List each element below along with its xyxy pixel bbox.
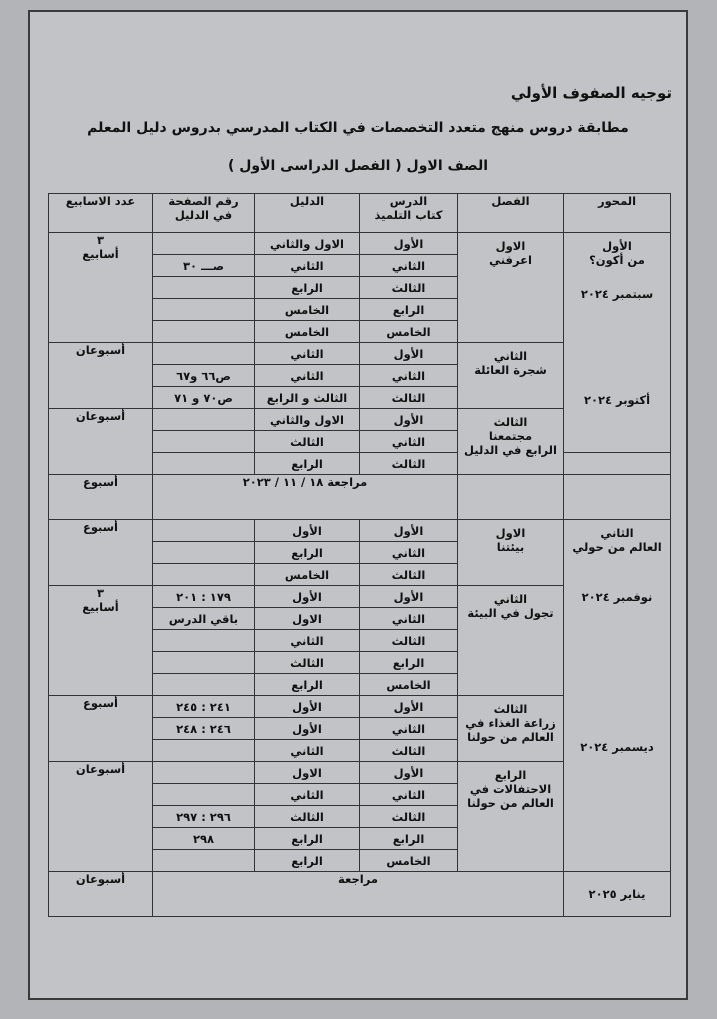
col-page-header: رقم الصفحة في الدليل <box>153 194 255 233</box>
lesson-cell: الثاني <box>360 431 458 453</box>
lesson-cell: الأول <box>360 520 458 542</box>
guide-cell: الرابع <box>255 453 360 475</box>
header-title: توجيه الصفوف الأولي <box>510 84 672 102</box>
guide-cell: الأول <box>255 586 360 608</box>
lesson-cell: الرابع <box>360 828 458 850</box>
chapter-cell: الرابع الاحتفالات في العالم من حولنا <box>458 762 564 872</box>
col-axis-header: المحور <box>564 194 671 233</box>
lesson-cell: الأول <box>360 586 458 608</box>
guide-cell: الخامس <box>255 564 360 586</box>
guide-cell: الاول <box>255 608 360 630</box>
guide-cell: الثالث و الرابع <box>255 387 360 409</box>
guide-cell: الرابع <box>255 277 360 299</box>
page-cell <box>153 321 255 343</box>
chapter-cell-empty <box>458 475 564 520</box>
guide-cell: الاول والثاني <box>255 233 360 255</box>
guide-cell: الرابع <box>255 850 360 872</box>
page-cell: ص٧٠ و ٧١ <box>153 387 255 409</box>
lesson-cell: الثاني <box>360 365 458 387</box>
chapter-cell: الثالث مجتمعنا الرابع في الدليل <box>458 409 564 475</box>
page-cell <box>153 431 255 453</box>
weeks-cell: ٣ أسابيع <box>49 233 153 343</box>
lesson-cell: الثاني <box>360 784 458 806</box>
header-grade: الصف الاول ( الفصل الدراسى الأول ) <box>227 158 489 174</box>
lesson-cell: الخامس <box>360 674 458 696</box>
page-cell: ١٧٩ : ٢٠١ <box>153 586 255 608</box>
axis-cell: الثاني العالم من حولي نوفمبر ٢٠٢٤ ديسمبر ٢٠٢٤ <box>564 520 671 872</box>
lesson-cell: الرابع <box>360 652 458 674</box>
guide-cell: الرابع <box>255 828 360 850</box>
col-guide-header: الدليل <box>255 194 360 233</box>
review-row <box>49 475 671 520</box>
guide-cell: الأول <box>255 696 360 718</box>
page-cell: ٢٤٦ : ٢٤٨ <box>153 718 255 740</box>
guide-cell: الثالث <box>255 652 360 674</box>
page-cell <box>153 784 255 806</box>
page-cell <box>153 564 255 586</box>
weeks-cell: أسبوع <box>49 696 153 762</box>
chapter-cell: الثاني شجرة العائلة <box>458 343 564 409</box>
review-cell: مراجعة <box>153 872 564 917</box>
guide-cell: الرابع <box>255 674 360 696</box>
header-subtitle: مطابقة دروس منهج متعدد التخصصات في الكتاب المدرسي بدروس دليل المعلم <box>87 120 629 136</box>
page-cell: ٢٩٦ : ٢٩٧ <box>153 806 255 828</box>
lesson-cell: الثالث <box>360 740 458 762</box>
guide-cell: الخامس <box>255 321 360 343</box>
page-cell: صـــ ٣٠ <box>153 255 255 277</box>
review-cell: مراجعة ١٨ / ١١ / ٢٠٢٣ <box>153 475 458 520</box>
page-cell <box>153 409 255 431</box>
weeks-cell: أسبوعان <box>49 762 153 872</box>
lesson-cell: الثاني <box>360 542 458 564</box>
page-cell <box>153 674 255 696</box>
guide-cell: الثالث <box>255 431 360 453</box>
page-cell: ص٦٦ و٦٧ <box>153 365 255 387</box>
table-row <box>49 233 671 255</box>
page-cell: ٢٩٨ <box>153 828 255 850</box>
page-cell <box>153 542 255 564</box>
guide-cell: الاول والثاني <box>255 409 360 431</box>
guide-cell: الخامس <box>255 299 360 321</box>
lesson-cell: الثاني <box>360 718 458 740</box>
page-cell <box>153 630 255 652</box>
curriculum-table <box>48 193 671 917</box>
lesson-cell: الثالث <box>360 806 458 828</box>
guide-cell: الثاني <box>255 343 360 365</box>
weeks-cell: أسبوع <box>49 520 153 586</box>
lesson-cell: الأول <box>360 696 458 718</box>
lesson-cell: الثالث <box>360 277 458 299</box>
axis-cell: يناير ٢٠٢٥ <box>564 872 671 917</box>
lesson-cell: الخامس <box>360 850 458 872</box>
weeks-cell: أسبوعان <box>49 409 153 475</box>
page-cell <box>153 762 255 784</box>
weeks-cell: ٣ أسابيع <box>49 586 153 696</box>
guide-cell: الثاني <box>255 365 360 387</box>
guide-cell: الثالث <box>255 806 360 828</box>
guide-cell: الرابع <box>255 542 360 564</box>
page-cell <box>153 299 255 321</box>
weeks-cell: أسبوعان <box>49 872 153 917</box>
page-cell <box>153 453 255 475</box>
guide-cell: الأول <box>255 718 360 740</box>
chapter-cell: الثاني تجول في البيئة <box>458 586 564 696</box>
axis-cell-empty <box>564 475 671 520</box>
lesson-cell: الثالث <box>360 630 458 652</box>
lesson-cell: الرابع <box>360 299 458 321</box>
lesson-cell: الخامس <box>360 321 458 343</box>
axis-cell-empty <box>564 453 671 475</box>
chapter-cell: الثالث زراعة الغذاء في العالم من حولنا <box>458 696 564 762</box>
table-header-row <box>49 194 671 233</box>
lesson-cell: الأول <box>360 343 458 365</box>
table-row <box>49 520 671 542</box>
lesson-cell: الثاني <box>360 255 458 277</box>
col-lesson-header: الدرس كتاب التلميذ <box>360 194 458 233</box>
guide-cell: الأول <box>255 520 360 542</box>
lesson-cell: الثاني <box>360 608 458 630</box>
page-cell: باقي الدرس <box>153 608 255 630</box>
lesson-cell: الأول <box>360 233 458 255</box>
guide-cell: الثاني <box>255 784 360 806</box>
lesson-cell: الثالث <box>360 564 458 586</box>
page-cell <box>153 233 255 255</box>
weeks-cell: أسبوع <box>49 475 153 520</box>
lesson-cell: الثالث <box>360 387 458 409</box>
col-weeks-header: عدد الاسابيع <box>49 194 153 233</box>
page-cell <box>153 740 255 762</box>
weeks-cell: أسبوعان <box>49 343 153 409</box>
guide-cell: الثاني <box>255 740 360 762</box>
page-cell <box>153 343 255 365</box>
axis-cell: الأول من أكون؟ سبتمبر ٢٠٢٤ أكتوبر ٢٠٢٤ <box>564 233 671 453</box>
col-chapter-header: الفصل <box>458 194 564 233</box>
page-cell <box>153 850 255 872</box>
chapter-cell: الاول بيئتنا <box>458 520 564 586</box>
lesson-cell: الأول <box>360 762 458 784</box>
review-row <box>49 872 671 917</box>
lesson-cell: الأول <box>360 409 458 431</box>
lesson-cell: الثالث <box>360 453 458 475</box>
page-cell <box>153 652 255 674</box>
page-cell <box>153 277 255 299</box>
guide-cell: الثاني <box>255 255 360 277</box>
guide-cell: الاول <box>255 762 360 784</box>
guide-cell: الثاني <box>255 630 360 652</box>
page-cell <box>153 520 255 542</box>
page-cell: ٢٤١ : ٢٤٥ <box>153 696 255 718</box>
chapter-cell: الاول اعرفني <box>458 233 564 343</box>
